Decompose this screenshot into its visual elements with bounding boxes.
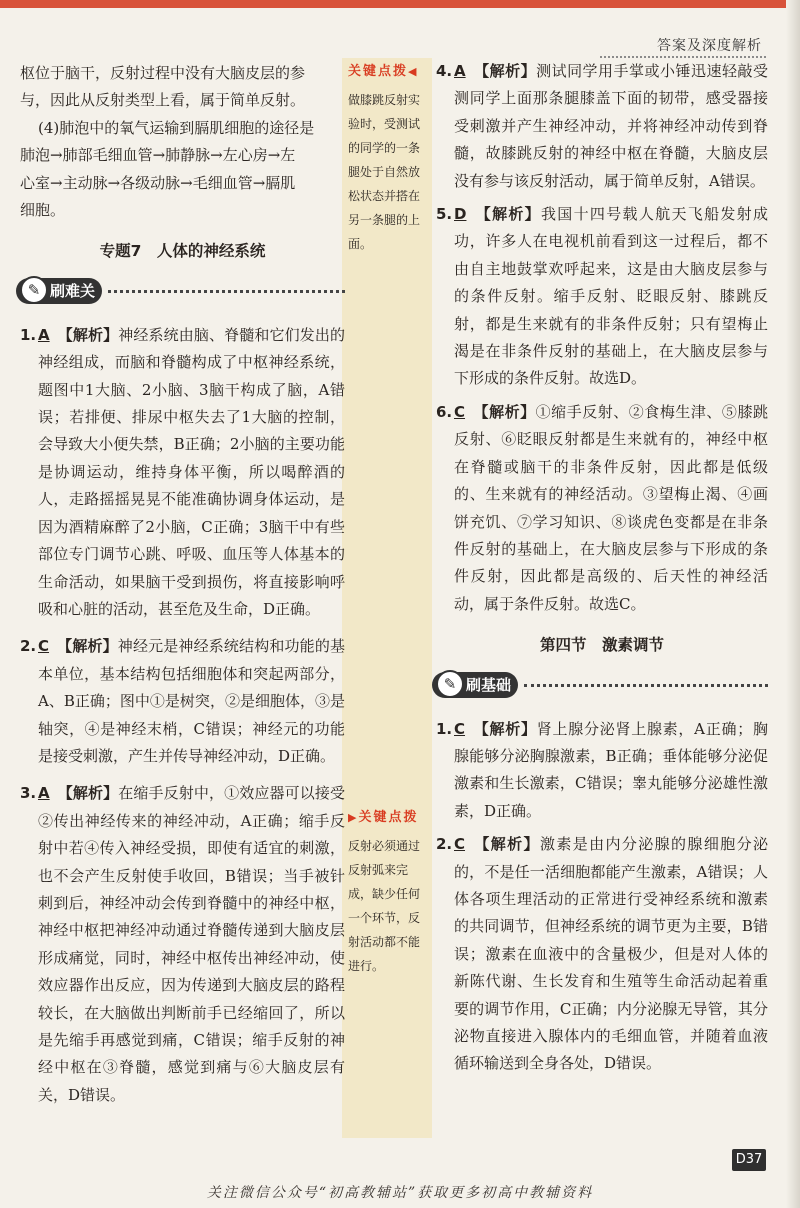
item-number: 1.: [20, 325, 37, 344]
intro-line: 心室→主动脉→各级动脉→毛细血管→膈肌: [20, 173, 296, 192]
item-tag: 【解析】: [473, 835, 540, 854]
arrow-right-icon: ▶: [348, 811, 359, 824]
answer-item: [436, 58, 768, 195]
item-answer: A: [38, 325, 50, 344]
item-text: 神经系统由脑、脊髓和它们发出的神经组成，而脑和脊髓构成了中枢神经系统，题图中1大脑、2小脑、3脑干构成了脑，A错误；若排便、排尿中枢失去了1大脑的控制，会导致大小便失禁，B正确；2小脑的主要功能是协调运动，维持身体平衡，所以喝醉酒的人，走路摇摇晃晃不能准确协调身体运动，是因为酒精麻醉了2小脑，C正确；3脑干中有些部位专门调节心跳、呼吸、血压等人体基本的生命活动，如果脑干受到损伤，将直接影响呼吸和心脏的活动，甚至危及生命，D正确。: [38, 325, 345, 618]
badge-label: 刷难关: [16, 278, 102, 304]
item-answer: A: [454, 62, 466, 80]
answer-item: [20, 780, 345, 1109]
page-number: D37: [732, 1149, 766, 1171]
item-text: 我国十四号载人航天飞船发射成功，许多人在电视机前看到这一过程后，都不由自主地鼓掌欢呼起来，这是由大脑皮层参与的条件反射。缩手反射、眨眼反射、膝跳反射，都是生来就有的非条件反射；只有望梅止渴是在非条件反射的基础上，在大脑皮层参与下形成的条件反射。故选D。: [454, 205, 768, 388]
item-number: 2.: [436, 835, 453, 854]
item-tag: 【解析】: [473, 402, 536, 421]
footer-note: 关注微信公众号“初高教辅站”获取更多初高中教辅资料: [206, 1185, 594, 1201]
intro-line: 肺泡→肺部毛细血管→肺静脉→左心房→左: [20, 146, 296, 165]
item-text: 在缩手反射中，①效应器可以接受②传出神经传来的神经冲动，A正确；缩手反射中若④传入神经受损，即使有适宜的刺激，也不会产生反射使手收回，B错误；当手被针刺到后，神经冲动会传到脊髓中的神经中枢，神经中枢把神经冲动通过脊髓传递到大脑皮层形成痛觉，同时，神经中枢传出神经冲动，使效应器作出反应，因为传递到大脑皮层的路程较长，在大脑做出判断前手已经缩回了，所以是先缩手再感觉到痛，C错误；缩手反射的神经中枢在③脊髓，感觉到痛与⑥大脑皮层有关，D错误。: [38, 784, 345, 1104]
arrow-left-icon: ◀: [408, 65, 419, 78]
pen-icon: ✎: [436, 670, 464, 698]
item-text: 神经元是神经系统结构和功能的基本单位，基本结构包括细胞体和突起两部分，A、B正确；图中①是树突，②是细胞体，③是轴突，④是神经末梢，C错误；神经元的功能是接受刺激，产生并传导神经冲动，D正确。: [38, 637, 345, 765]
answer-item: [436, 831, 768, 1078]
note-text: 做膝跳反射实验时，受测试的同学的一条腿处于自然放松状态并搭在另一条腿的上面。: [348, 93, 421, 251]
intro-line: (4)肺泡中的氧气运输到膈肌细胞的途径是: [38, 118, 315, 137]
answer-item: [436, 716, 768, 826]
item-text: ①缩手反射、②食梅生津、⑤膝跳反射、⑥眨眼反射都是生来就有的，神经中枢在脊髓或脑干的非条件反射，因此都是低级的、生来就有的神经活动。③望梅止渴、④画饼充饥、⑦学习知识、⑧谈虎色变都是在非条件反射的基础上，在大脑皮层参与下形成的条件反射，因此都是高级的、后天性的神经活动，属于条件反射。故选C。: [454, 402, 768, 613]
item-answer: C: [38, 637, 50, 656]
key-point-note: [348, 806, 430, 978]
item-number: 2.: [20, 637, 37, 656]
item-tag: 【解析】: [473, 719, 537, 738]
note-title: 关键点拨: [348, 64, 409, 79]
answer-item: [20, 322, 345, 623]
badge-dotted-line: [524, 684, 768, 687]
item-tag: 【解析】: [57, 784, 119, 803]
header-title: 答案及深度解析: [657, 38, 762, 54]
item-number: 5.: [436, 205, 453, 224]
page-edge-shadow: [786, 0, 800, 1208]
answer-item: [436, 201, 768, 393]
section-heading: 专题7 人体的神经系统: [99, 242, 266, 261]
note-text: 反射必须通过反射弧来完成，缺少任何一个环节，反射活动都不能进行。: [348, 839, 421, 973]
item-answer: C: [454, 835, 466, 854]
item-text: 肾上腺分泌肾上腺素，A正确；胸腺能够分泌胸腺激素，B正确；垂体能够分泌促激素和生长激素，C错误；睾丸能够分泌雄性激素，D正确。: [454, 719, 768, 820]
intro-line: 枢位于脑干，反射过程中没有大脑皮层的参: [20, 64, 306, 82]
badge-label: 刷基础: [432, 672, 518, 698]
section-badge: [432, 670, 768, 704]
top-color-bar: [0, 0, 800, 8]
intro-line: 细胞。: [20, 201, 66, 220]
pen-icon: ✎: [20, 276, 48, 304]
item-text: 激素是由内分泌腺的腺细胞分泌的，不是任一活细胞都能产生激素，A错误；人体各项生理活动的正常进行受神经系统和激素的共同调节，但神经系统的调节更为主要，B错误；激素在血液中的含量极少，但是对人体的新陈代谢、生长发育和生殖等生命活动起着重要的调节作用，C正确；内分泌腺无导管，其分泌物直接进入腺体内的毛细血管，并随着血液循环输送到全身各处，D错误。: [454, 835, 768, 1073]
note-title: 关键点拨: [358, 810, 419, 825]
item-number: 1.: [436, 719, 453, 738]
item-number: 6.: [436, 402, 453, 421]
section-heading: 第四节 激素调节: [539, 636, 664, 655]
item-tag: 【解析】: [57, 637, 118, 656]
item-answer: A: [38, 784, 50, 803]
item-number: 4.: [436, 62, 453, 80]
item-text: 测试同学用手掌或小锤迅速轻敲受测同学上面那条腿膝盖下面的韧带，感受器接受刺激并产生神经冲动，并将神经冲动传到脊髓，故膝跳反射的神经中枢在脊髓，大脑皮层没有参与该反射活动，属于简单反射，A错误。: [454, 62, 768, 190]
item-tag: 【解析】: [473, 62, 537, 80]
right-column: [436, 58, 768, 1078]
item-tag: 【解析】: [474, 205, 541, 224]
section-badge: [16, 276, 345, 310]
intro-line: 与，因此从反射类型上看，属于简单反射。: [20, 91, 306, 110]
item-answer: C: [454, 719, 466, 738]
item-tag: 【解析】: [57, 325, 119, 344]
item-answer: D: [454, 205, 467, 224]
left-column: [20, 60, 345, 1109]
item-number: 3.: [20, 784, 37, 803]
badge-dotted-line: [108, 290, 345, 293]
answer-item: [20, 633, 345, 770]
key-point-note: [348, 60, 430, 256]
answer-item: [436, 399, 768, 618]
item-answer: C: [454, 402, 466, 421]
